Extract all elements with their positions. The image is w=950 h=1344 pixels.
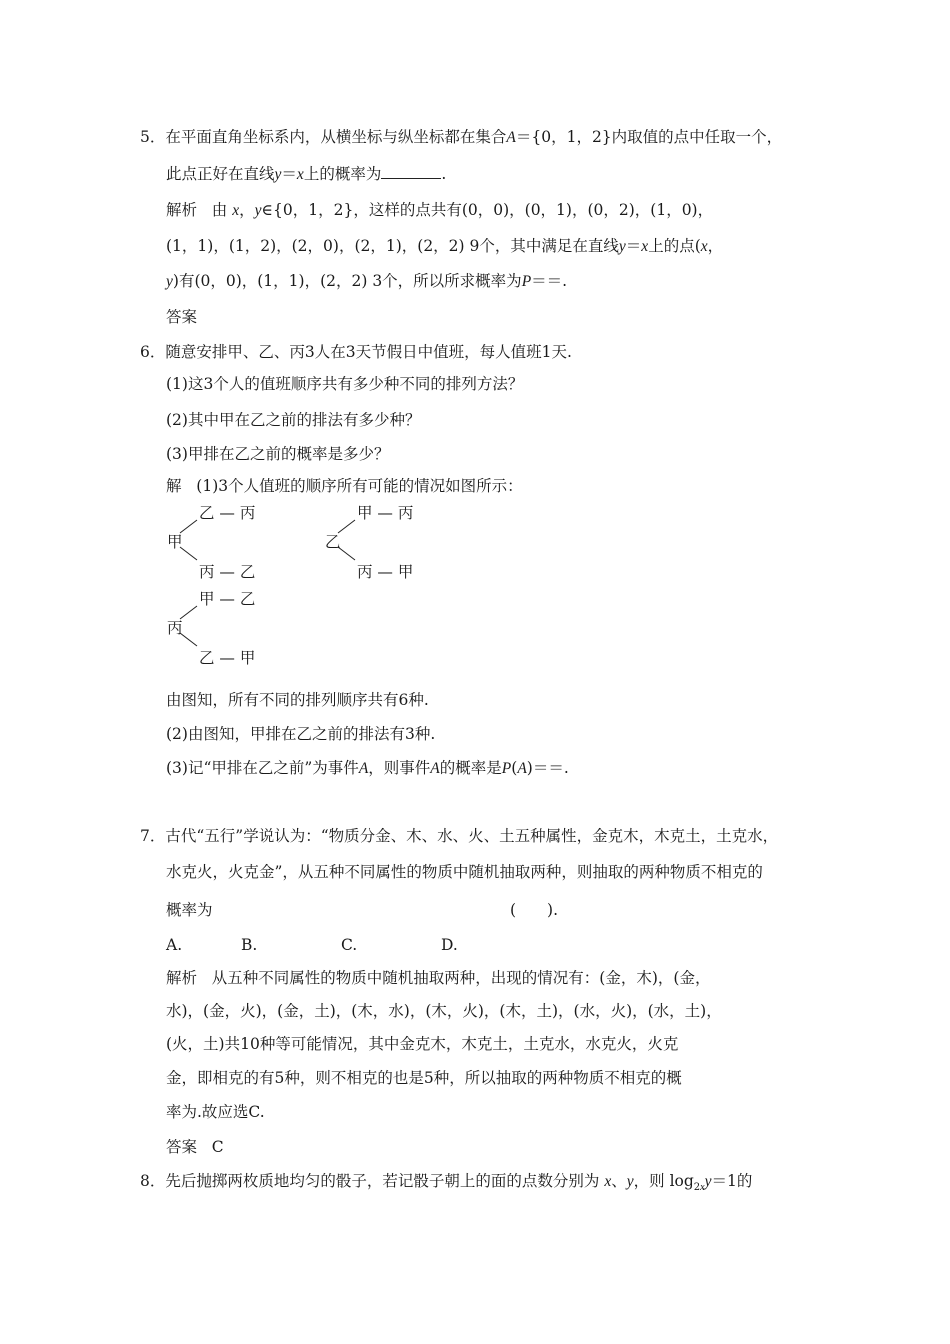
tree-top-branch: 甲 — 丙 (357, 504, 414, 522)
q5-solution-line-2: (1，1)，(1，2)，(2，0)，(2，1)，(2，2) 9个，其中满足在直线y＝x上的点(x， (166, 237, 724, 255)
q6-part-3: (3)甲排在乙之前的概率是多少？ (166, 445, 390, 463)
q7-solution-line-1: 解析 从五种不同属性的物质中随机抽取两种，出现的情况有：(金，木)，(金， (166, 969, 711, 987)
q8-line-1: 8．先后抛掷两枚质地均匀的骰子，若记骰子朝上的面的点数分别为 x、y，则 $\log_{2x}y=1$的 (140, 1172, 753, 1194)
q7-line-1: 7．古代“五行”学说认为：“物质分金、木、水、火、土五种属性，金克木，木克土，土克水， (140, 827, 779, 845)
tree-top-branch: 乙 — 丙 (199, 504, 256, 522)
q7-solution-line-4: 金，即相克的有5种，则不相克的也是5种，所以抽取的两种物质不相克的概 (166, 1069, 682, 1087)
q7-line-3: 概率为 (166, 901, 213, 919)
q6-conclusion-2: (2)由图知，甲排在乙之前的排法有3种. (166, 725, 436, 743)
q6-part-2: (2)其中甲在乙之前的排法有多少种？ (166, 411, 421, 429)
answer-choice-paren: ( ). (510, 901, 559, 919)
q6-part-1: (1)这3个人的值班顺序共有多少种不同的排列方法？ (166, 375, 524, 393)
option-a: A. (166, 936, 183, 954)
q5-line-2: 此点正好在直线y＝x上的概率为 . (166, 165, 447, 183)
option-c: C. (341, 936, 358, 954)
answer-blank (381, 164, 441, 179)
tree-top-branch: 甲 — 乙 (199, 590, 256, 608)
option-b: B. (241, 936, 258, 954)
question-number: 6． (140, 343, 166, 361)
answer-label: 答案 (166, 1138, 198, 1156)
tree-bottom-branch: 乙 — 甲 (199, 649, 256, 667)
q6-solution-line-1: 解 (1)3个人值班的顺序所有可能的情况如图所示： (166, 477, 523, 495)
q7-solution-line-3: (火，土)共10种等可能情况，其中金克木，木克土，土克水，水克火，火克 (166, 1035, 679, 1053)
tree-bottom-branch: 丙 — 乙 (199, 563, 256, 581)
tree-root: 乙 (325, 533, 341, 551)
answer-value: C (211, 1138, 224, 1156)
q5-solution-line-3: y)有(0，0)，(1，1)，(2，2) 3个，所以所求概率为P＝＝. (166, 272, 568, 290)
tree-root: 丙 (167, 619, 183, 637)
q5-solution-line-1: 解析 由 x，y∈{0，1，2}，这样的点共有(0，0)，(0，1)，(0，2)，(1，0)， (166, 201, 714, 219)
q5-line-1: 5．在平面直角坐标系内，从横坐标与纵坐标都在集合A＝{0，1，2}内取值的点中任取一个， (140, 128, 783, 146)
q5-answer-label: 答案 (166, 308, 198, 326)
q6-conclusion-3: (3)记“甲排在乙之前”为事件A，则事件A的概率是P(A)＝＝. (166, 759, 569, 777)
tree-diagram-2 (324, 500, 444, 590)
tree-bottom-branch: 丙 — 甲 (357, 563, 414, 581)
q7-solution-line-5: 率为.故应选C. (166, 1103, 265, 1121)
question-number: 7． (140, 827, 166, 845)
tree-root: 甲 (167, 533, 183, 551)
solution-label: 解 (166, 477, 182, 495)
tree-diagram-1 (166, 500, 286, 590)
solution-label: 解析 (166, 969, 198, 987)
question-number: 8． (140, 1172, 166, 1190)
q6-stem: 6．随意安排甲、乙、丙3人在3天节假日中值班，每人值班1天. (140, 343, 572, 361)
q7-solution-line-2: 水)，(金，火)，(金，土)，(木，水)，(木，火)，(木，土)，(水，火)，(水，土)， (166, 1002, 722, 1020)
q7-answer (166, 1137, 224, 1157)
q7-line-2: 水克火，火克金”，从五种不同属性的物质中随机抽取两种，则抽取的两种物质不相克的 (166, 863, 763, 881)
option-d: D. (441, 936, 458, 954)
question-number: 5． (140, 128, 166, 146)
tree-diagram-3 (166, 586, 286, 676)
solution-label: 解析 (166, 201, 198, 219)
q6-conclusion-1: 由图知，所有不同的排列顺序共有6种. (166, 691, 429, 709)
